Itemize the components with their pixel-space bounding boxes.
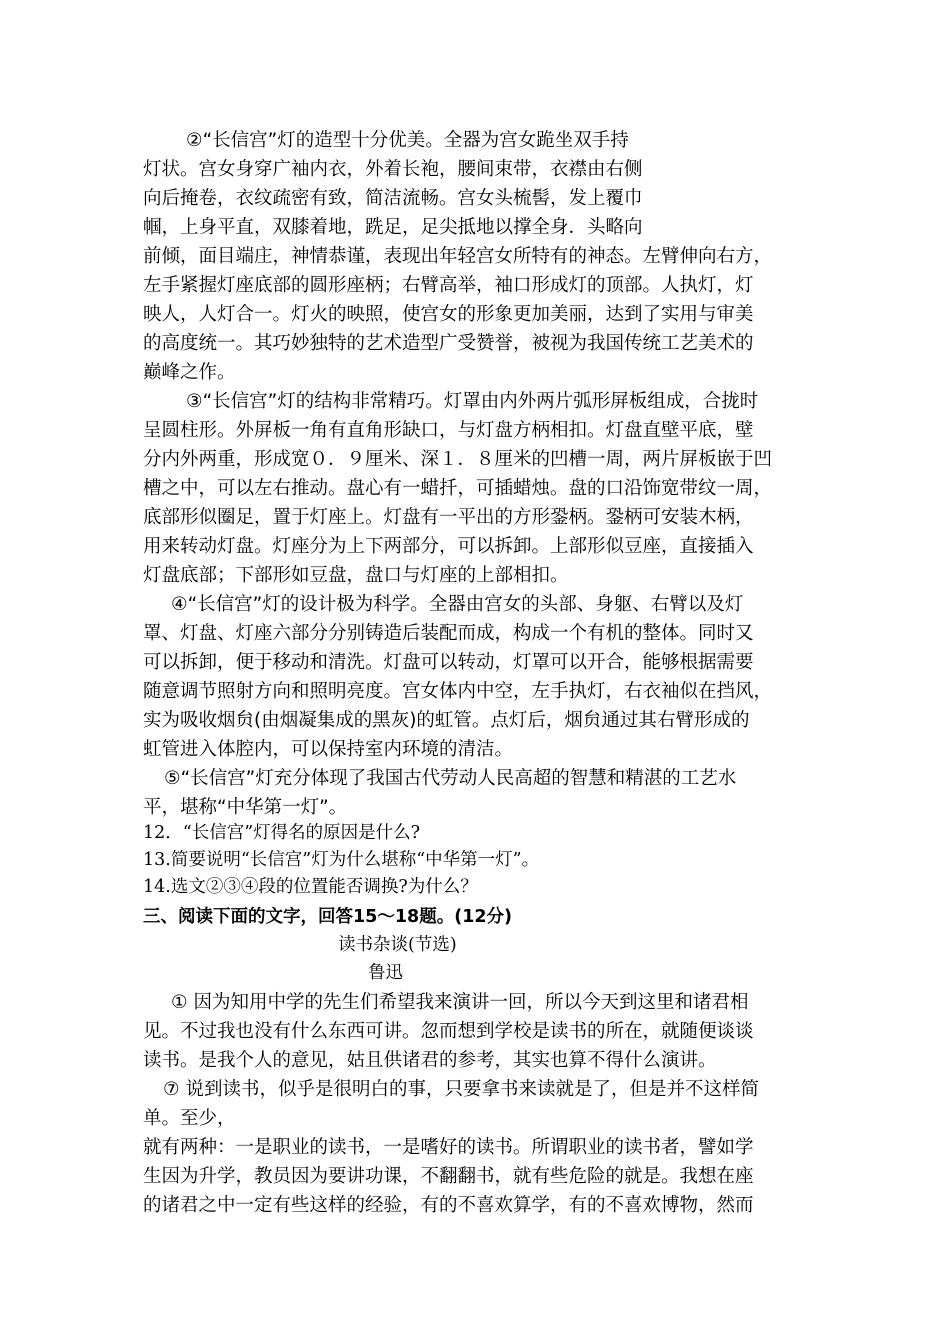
para-4-line-4: 随意调节照射方向和照明亮度。宫女体内中空，左手执灯，右衣袖似在挡风， xyxy=(143,681,773,702)
question-14: 14.选文②③④段的位置能否调换?为什么？ xyxy=(143,877,478,897)
para-3-line-2: 呈圆柱形。外屏板一角有直角形缺口，与灯盘方柄相扣。灯盘直壁平底，壁 xyxy=(143,420,754,441)
para-4-line-3: 可以拆卸，便于移动和清洗。灯盘可以转动，灯罩可以开合，能够根据需要 xyxy=(143,652,754,673)
para-4-line-1: ④“长信宫”灯的设计极为科学。全器由宫女的头部、身躯、右臂以及灯 xyxy=(171,594,744,615)
article-para-2-line-1: ⑦ 说到读书，似乎是很明白的事，只要拿书来读就是了，但是并不这样简 xyxy=(163,1079,759,1100)
section-3-heading: 三、阅读下面的文字，回答15～18题。(12分) xyxy=(143,907,513,927)
para-3-line-6: 用来转动灯盘。灯座分为上下两部分，可以拆卸。上部形似豆座，直接插入 xyxy=(143,536,754,557)
para-3-line-3: 分内外两重，形成宽０．９厘米、深１．８厘米的凹槽一周，两片屏板嵌于凹 xyxy=(143,449,773,470)
article-para-1-line-1: ① 因为知用中学的先生们希望我来演讲一回，所以今天到这里和诸君相 xyxy=(171,992,749,1013)
article-para-2-line-3: 就有两种：一是职业的读书，一是嗜好的读书。所谓职业的读书者，譬如学 xyxy=(143,1137,754,1158)
para-3-line-4: 槽之中，可以左右推动。盘心有一蜡扦，可插蜡烛。盘的口沿饰宽带纹一周， xyxy=(143,478,773,499)
para-2-line-7: 映人，人灯合一。灯火的映照，使宫女的形象更加美丽，达到了实用与审美 xyxy=(143,304,754,325)
article-title: 读书杂谈(节选) xyxy=(338,935,457,955)
article-para-2-line-2: 单。至少， xyxy=(143,1108,236,1129)
para-2-line-8: 的高度统一。其巧妙独特的艺术造型广受赞誉，被视为我国传统工艺美术的 xyxy=(143,333,754,354)
question-13: 13.简要说明“长信宫”灯为什么堪称“中华第一灯”。 xyxy=(143,850,540,870)
para-2-line-1: ②“长信宫”灯的造型十分优美。全器为宫女跪坐双手持 xyxy=(186,130,629,151)
article-para-1-line-3: 读书。是我个人的意见，姑且供诸君的参考，其实也算不得什么演讲。 xyxy=(143,1050,717,1071)
para-2-line-3: 向后掩卷，衣纹疏密有致，简洁流畅。宫女头梳髻，发上覆巾 xyxy=(143,188,643,209)
article-para-2-line-4: 生因为升学，教员因为要讲功课，不翻翻书，就有些危险的就是。我想在座 xyxy=(143,1166,754,1187)
para-4-line-5: 实为吸收烟贠(由烟凝集成的黑灰)的虹管。点灯后，烟贠通过其右臂形成的 xyxy=(143,710,750,731)
para-2-line-6: 左手紧握灯座底部的圆形座柄；右臂高举，袖口形成灯的顶部。人执灯，灯 xyxy=(143,275,754,296)
para-5-line-1: ⑤“长信宫”灯充分体现了我国古代劳动人民高超的智慧和精湛的工艺水 xyxy=(164,768,737,789)
para-2-line-2: 灯状。宫女身穿广袖内衣，外着长袍，腰间束带，衣襟由右侧 xyxy=(143,159,643,180)
para-4-line-6: 虹管进入体腔内，可以保持室内环境的清洁。 xyxy=(143,739,514,760)
para-3-line-5: 底部形似圈足，置于灯座上。灯盘有一平出的方形銎柄。銎柄可安装木柄， xyxy=(143,507,754,528)
para-2-line-9: 巅峰之作。 xyxy=(143,362,236,383)
para-2-line-4: 帼，上身平直，双膝着地，跣足，足尖抵地以撑全身．头略向 xyxy=(143,217,643,238)
para-5-line-2: 平，堪称“中华第一灯”。 xyxy=(143,797,348,818)
article-author: 鲁迅 xyxy=(368,963,403,983)
question-12: 12．“长信宫”灯得名的原因是什么? xyxy=(143,823,421,843)
article-para-2-line-5: 的诸君之中一定有些这样的经验，有的不喜欢算学，有的不喜欢博物，然而 xyxy=(143,1195,754,1216)
para-3-line-7: 灯盘底部；下部形如豆盘，盘口与灯座的上部相扣。 xyxy=(143,565,569,586)
article-para-1-line-2: 见。不过我也没有什么东西可讲。忽而想到学校是读书的所在，就随便谈谈 xyxy=(143,1021,754,1042)
para-2-line-5: 前倾，面目端庄，神情恭谨，表现出年轻宫女所特有的神态。左臂伸向右方， xyxy=(143,246,773,267)
para-4-line-2: 罩、灯盘、灯座六部分分别铸造后装配而成，构成一个有机的整体。同时又 xyxy=(143,623,754,644)
para-3-line-1: ③“长信宫”灯的结构非常精巧。灯罩由内外两片弧形屏板组成，合拢时 xyxy=(186,391,759,412)
